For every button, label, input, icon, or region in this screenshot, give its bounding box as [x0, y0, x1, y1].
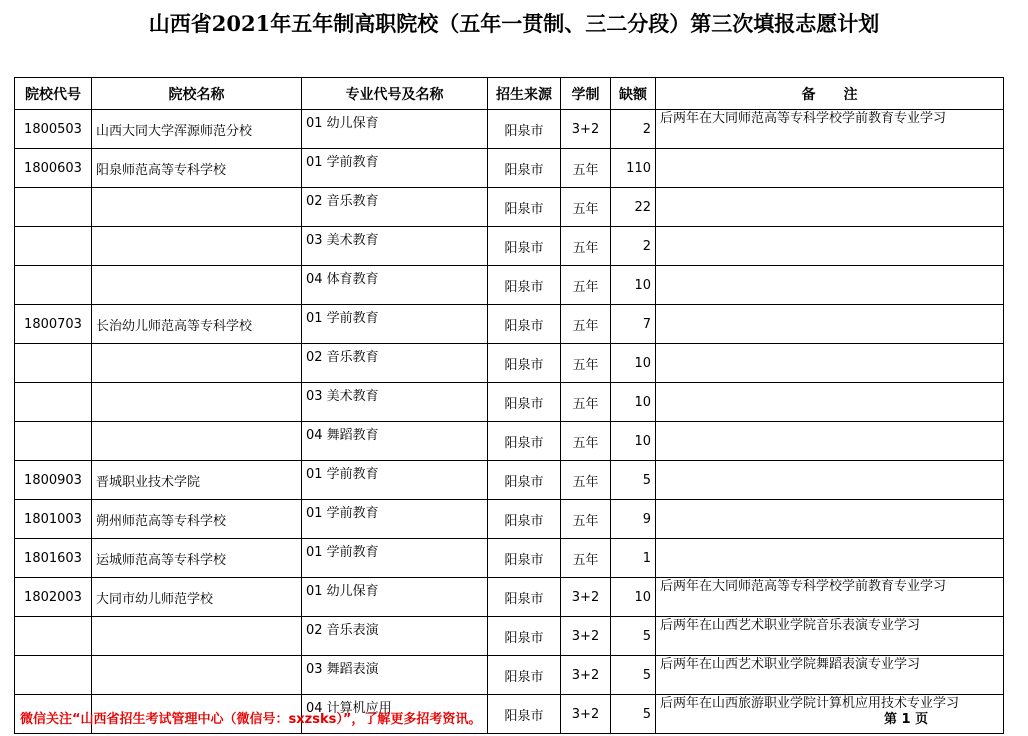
- system-cell: 五年: [561, 539, 611, 578]
- school-code-cell: 1800703: [15, 305, 92, 344]
- school-code-cell: [15, 188, 92, 227]
- source-cell: 阳泉市: [488, 266, 561, 305]
- remark-cell: [656, 344, 1004, 383]
- major-cell: 02 音乐教育: [302, 344, 488, 383]
- header-remark: 备 注: [656, 78, 1004, 110]
- remark-cell: [656, 266, 1004, 305]
- school-code-cell: [15, 617, 92, 656]
- quota-cell: 10: [611, 578, 656, 617]
- source-cell: 阳泉市: [488, 617, 561, 656]
- header-quota: 缺额: [611, 78, 656, 110]
- school-code-cell: [15, 227, 92, 266]
- remark-cell: [656, 227, 1004, 266]
- school-code-cell: 1800503: [15, 110, 92, 149]
- major-cell: 01 学前教育: [302, 539, 488, 578]
- page-title: 山西省2021年五年制高职院校（五年一贯制、三二分段）第三次填报志愿计划: [148, 11, 880, 36]
- table-body: [15, 110, 1004, 734]
- table-header-row: [15, 78, 1004, 110]
- system-cell: 五年: [561, 149, 611, 188]
- school-name-cell: 阳泉师范高等专科学校: [92, 149, 302, 188]
- remark-cell: 后两年在山西旅游职业学院计算机应用技术专业学习: [656, 695, 1004, 734]
- page-number: 第 1 页: [884, 712, 929, 727]
- table-row: [15, 344, 1004, 383]
- source-cell: 阳泉市: [488, 656, 561, 695]
- source-cell: 阳泉市: [488, 695, 561, 734]
- table-row: [15, 578, 1004, 617]
- source-cell: 阳泉市: [488, 500, 561, 539]
- major-cell: 03 美术教育: [302, 383, 488, 422]
- system-cell: 五年: [561, 461, 611, 500]
- system-cell: 3+2: [561, 578, 611, 617]
- school-name-cell: [92, 422, 302, 461]
- source-cell: 阳泉市: [488, 383, 561, 422]
- system-cell: 五年: [561, 266, 611, 305]
- source-cell: 阳泉市: [488, 461, 561, 500]
- quota-cell: 5: [611, 695, 656, 734]
- school-name-cell: [92, 656, 302, 695]
- table-row: [15, 461, 1004, 500]
- major-cell: 01 学前教育: [302, 149, 488, 188]
- system-cell: 五年: [561, 305, 611, 344]
- system-cell: 3+2: [561, 110, 611, 149]
- school-name-cell: [92, 188, 302, 227]
- school-name-cell: [92, 383, 302, 422]
- quota-cell: 9: [611, 500, 656, 539]
- school-code-cell: 1800603: [15, 149, 92, 188]
- quota-cell: 1: [611, 539, 656, 578]
- table-row: [15, 617, 1004, 656]
- header-source: 招生来源: [488, 78, 561, 110]
- quota-cell: 2: [611, 110, 656, 149]
- quota-cell: 10: [611, 422, 656, 461]
- remark-cell: [656, 188, 1004, 227]
- remark-cell: [656, 149, 1004, 188]
- remark-cell: 后两年在大同师范高等专科学校学前教育专业学习: [656, 110, 1004, 149]
- header-code: 院校代号: [15, 78, 92, 110]
- remark-cell: [656, 383, 1004, 422]
- quota-cell: 5: [611, 461, 656, 500]
- source-cell: 阳泉市: [488, 149, 561, 188]
- major-cell: 03 美术教育: [302, 227, 488, 266]
- header-name: 院校名称: [92, 78, 302, 110]
- school-name-cell: [92, 227, 302, 266]
- source-cell: 阳泉市: [488, 110, 561, 149]
- quota-cell: 10: [611, 266, 656, 305]
- major-cell: 01 幼儿保育: [302, 110, 488, 149]
- major-cell: 01 幼儿保育: [302, 578, 488, 617]
- source-cell: 阳泉市: [488, 539, 561, 578]
- remark-cell: [656, 461, 1004, 500]
- school-name-cell: 运城师范高等专科学校: [92, 539, 302, 578]
- quota-cell: 22: [611, 188, 656, 227]
- school-name-cell: [92, 617, 302, 656]
- table-row: [15, 110, 1004, 149]
- remark-cell: [656, 539, 1004, 578]
- system-cell: 五年: [561, 188, 611, 227]
- quota-cell: 5: [611, 617, 656, 656]
- footer-notice: 微信关注“山西省招生考试管理中心（微信号：sxzsks）”，了解更多招考资讯。: [20, 712, 482, 727]
- remark-cell: [656, 305, 1004, 344]
- quota-cell: 2: [611, 227, 656, 266]
- school-code-cell: [15, 422, 92, 461]
- table-row: [15, 656, 1004, 695]
- school-code-cell: 1802003: [15, 578, 92, 617]
- system-cell: 五年: [561, 500, 611, 539]
- school-code-cell: [15, 383, 92, 422]
- school-name-cell: 大同市幼儿师范学校: [92, 578, 302, 617]
- plan-table: [14, 77, 1004, 734]
- system-cell: 3+2: [561, 656, 611, 695]
- major-cell: 01 学前教育: [302, 500, 488, 539]
- major-cell: 01 学前教育: [302, 305, 488, 344]
- remark-cell: 后两年在大同师范高等专科学校学前教育专业学习: [656, 578, 1004, 617]
- source-cell: 阳泉市: [488, 578, 561, 617]
- table-row: [15, 227, 1004, 266]
- school-name-cell: [92, 266, 302, 305]
- quota-cell: 10: [611, 344, 656, 383]
- system-cell: 3+2: [561, 617, 611, 656]
- school-code-cell: [15, 656, 92, 695]
- system-cell: 五年: [561, 383, 611, 422]
- quota-cell: 110: [611, 149, 656, 188]
- table-row: [15, 383, 1004, 422]
- school-name-cell: 朔州师范高等专科学校: [92, 500, 302, 539]
- source-cell: 阳泉市: [488, 305, 561, 344]
- table-row: [15, 500, 1004, 539]
- system-cell: 五年: [561, 422, 611, 461]
- major-cell: 04 计算机应用: [302, 695, 488, 734]
- school-code-cell: [15, 344, 92, 383]
- system-cell: 五年: [561, 344, 611, 383]
- header-major: 专业代号及名称: [302, 78, 488, 110]
- remark-cell: 后两年在山西艺术职业学院舞蹈表演专业学习: [656, 656, 1004, 695]
- school-name-cell: 晋城职业技术学院: [92, 461, 302, 500]
- quota-cell: 7: [611, 305, 656, 344]
- source-cell: 阳泉市: [488, 422, 561, 461]
- school-code-cell: 1801603: [15, 539, 92, 578]
- major-cell: 02 音乐教育: [302, 188, 488, 227]
- remark-cell: 后两年在山西艺术职业学院音乐表演专业学习: [656, 617, 1004, 656]
- source-cell: 阳泉市: [488, 344, 561, 383]
- system-cell: 3+2: [561, 695, 611, 734]
- school-name-cell: 长治幼儿师范高等专科学校: [92, 305, 302, 344]
- quota-cell: 5: [611, 656, 656, 695]
- table-row: [15, 422, 1004, 461]
- school-name-cell: [92, 344, 302, 383]
- table-row: [15, 539, 1004, 578]
- remark-cell: [656, 422, 1004, 461]
- major-cell: 04 体育教育: [302, 266, 488, 305]
- table-row: [15, 149, 1004, 188]
- header-system: 学制: [561, 78, 611, 110]
- source-cell: 阳泉市: [488, 188, 561, 227]
- school-code-cell: 1801003: [15, 500, 92, 539]
- table-row: [15, 188, 1004, 227]
- table-row: [15, 266, 1004, 305]
- remark-cell: [656, 500, 1004, 539]
- table-row: [15, 305, 1004, 344]
- major-cell: 01 学前教育: [302, 461, 488, 500]
- quota-cell: 10: [611, 383, 656, 422]
- school-code-cell: [15, 266, 92, 305]
- major-cell: 04 舞蹈教育: [302, 422, 488, 461]
- source-cell: 阳泉市: [488, 227, 561, 266]
- system-cell: 五年: [561, 227, 611, 266]
- school-name-cell: 山西大同大学浑源师范分校: [92, 110, 302, 149]
- major-cell: 03 舞蹈表演: [302, 656, 488, 695]
- major-cell: 02 音乐表演: [302, 617, 488, 656]
- school-code-cell: 1800903: [15, 461, 92, 500]
